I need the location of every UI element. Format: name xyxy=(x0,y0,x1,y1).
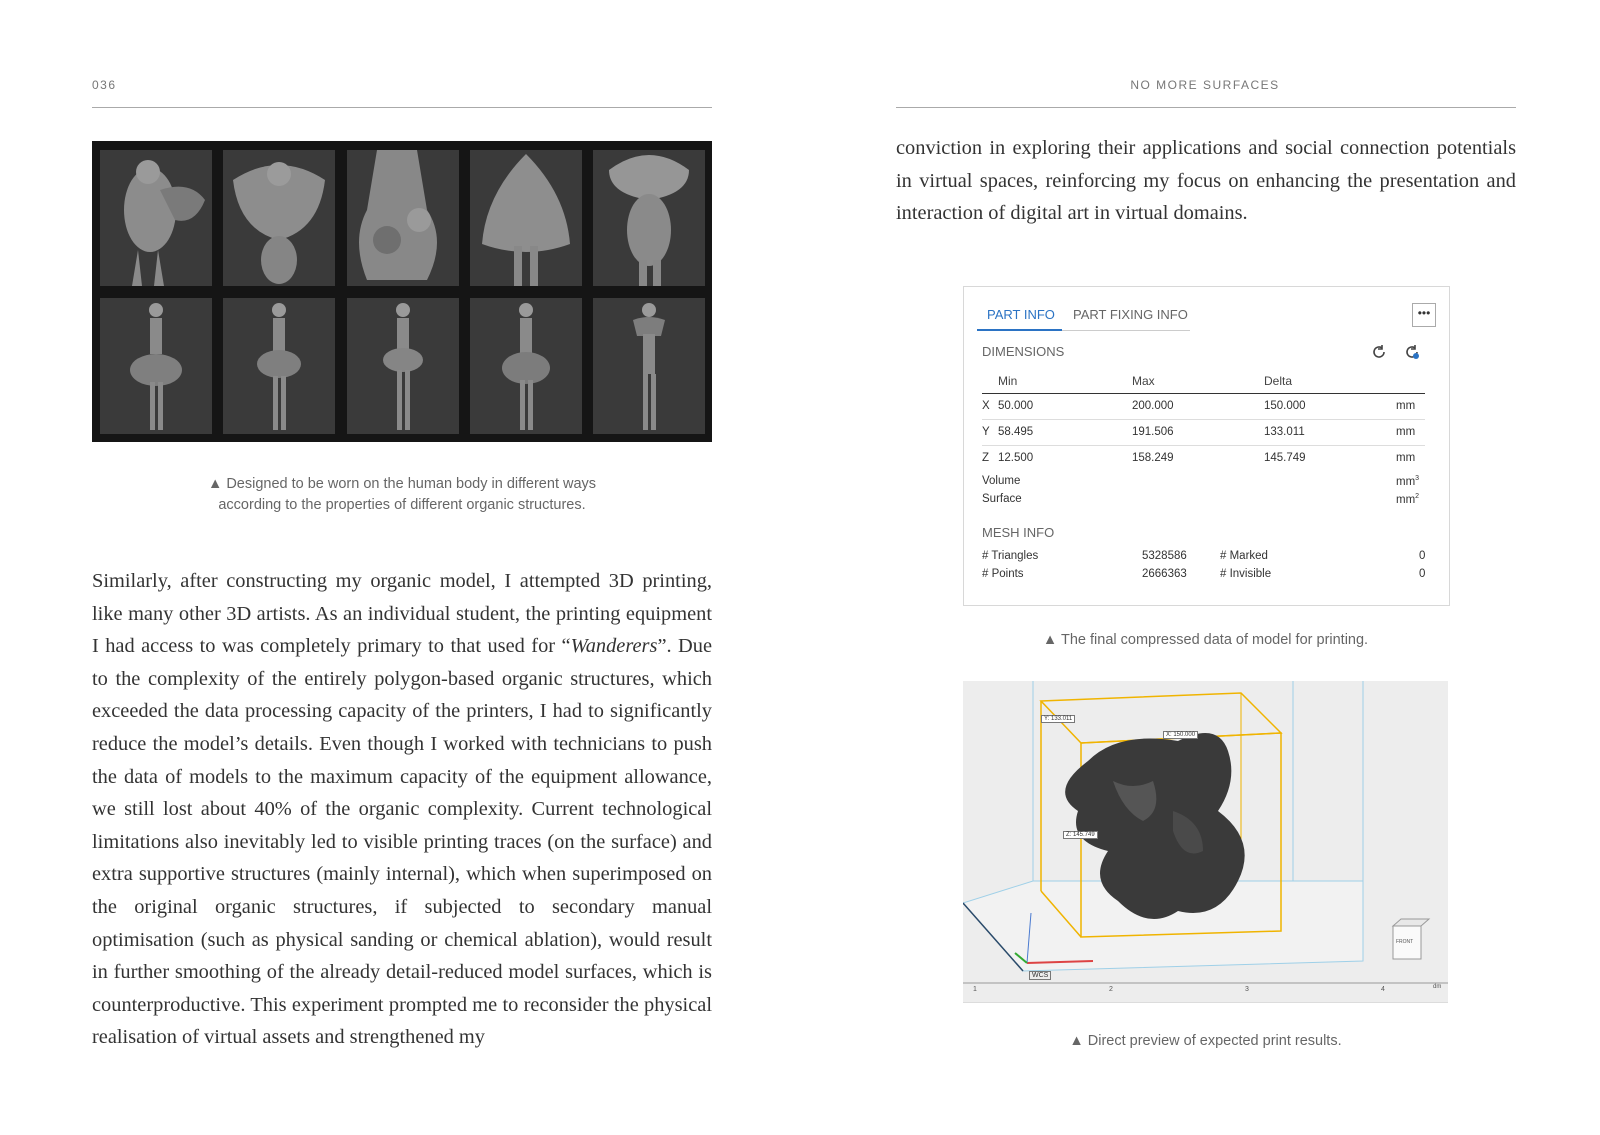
marked-label: # Marked xyxy=(1220,550,1268,562)
row-y-delta: 133.011 xyxy=(1264,426,1305,438)
surface-label: Surface xyxy=(982,493,1022,505)
render-thumbnail xyxy=(347,298,459,434)
points-value: 2666363 xyxy=(1142,568,1187,580)
triangles-label: # Triangles xyxy=(982,550,1039,562)
ruler-tick: 3 xyxy=(1245,986,1249,993)
refresh-settings-icon[interactable] xyxy=(1403,343,1421,361)
row-y-max: 191.506 xyxy=(1132,426,1174,438)
points-label: # Points xyxy=(982,568,1024,580)
invisible-value: 0 xyxy=(1419,568,1426,580)
tab-divider xyxy=(1062,330,1190,331)
dimensions-label: DIMENSIONS xyxy=(982,344,1065,359)
row-divider xyxy=(982,419,1425,420)
row-z-min: 12.500 xyxy=(998,452,1034,464)
col-delta-header: Delta xyxy=(1264,374,1293,388)
row-z-unit: mm xyxy=(1396,452,1416,464)
row-x-delta: 150.000 xyxy=(1264,400,1306,412)
triangles-value: 5328586 xyxy=(1142,550,1187,562)
wcs-label: WCS xyxy=(1029,971,1051,980)
render-thumbnail xyxy=(100,150,212,286)
refresh-icon[interactable] xyxy=(1370,343,1388,361)
ruler-tick: 1 xyxy=(973,986,977,993)
figure-caption: ▲ The final compressed data of model for printing. xyxy=(1042,632,1369,648)
part-info-panel xyxy=(963,286,1450,606)
render-thumbnail xyxy=(223,298,335,434)
running-title: NO MORE SURFACES xyxy=(1130,78,1280,92)
dimension-label-z: Z: 145.749 xyxy=(1063,831,1098,839)
render-thumbnail xyxy=(470,298,582,434)
print-preview-viewport xyxy=(963,681,1448,1003)
dimension-label-y: Y: 133.011 xyxy=(1041,715,1075,723)
row-z-axis: Z xyxy=(982,452,990,464)
header-rule-left xyxy=(92,107,712,108)
active-tab-indicator xyxy=(977,329,1062,331)
col-max-header: Max xyxy=(1132,374,1155,388)
ruler-tick: 4 xyxy=(1381,986,1385,993)
surface-unit: $mm^2$ xyxy=(1396,493,1420,506)
row-x-min: 50.000 xyxy=(998,400,1034,412)
ruler-tick: 2 xyxy=(1109,986,1113,993)
body-paragraph-right: conviction in exploring their applications and social connection potentials in virtual spaces, reinforcing my focus on enhancing the presentation and interaction of digital art in virtual domains. xyxy=(896,137,1516,225)
row-x-unit: mm xyxy=(1396,400,1416,412)
figure-caption: ▲ Designed to be worn on the human body in different ways according to the properties of different organic structures. xyxy=(207,476,597,513)
volume-unit: $mm^3$ xyxy=(1396,475,1420,488)
render-thumbnail xyxy=(347,150,459,286)
row-z-max: 158.249 xyxy=(1132,452,1174,464)
row-z-delta: 145.749 xyxy=(1264,452,1306,464)
view-cube-front-label[interactable]: FRONT xyxy=(1396,939,1414,945)
row-divider xyxy=(982,445,1425,446)
more-options-button[interactable]: ••• xyxy=(1412,303,1436,327)
header-rule-right xyxy=(896,107,1516,108)
figure-caption: ▲ Direct preview of expected print results. xyxy=(1069,1033,1342,1049)
volume-label: Volume xyxy=(982,475,1021,487)
render-thumbnail xyxy=(470,150,582,286)
page-number: 036 xyxy=(92,78,117,92)
render-thumbnail xyxy=(100,298,212,434)
model-render-grid xyxy=(92,141,712,442)
row-x-max: 200.000 xyxy=(1132,400,1174,412)
tab-part-fixing-info[interactable]: PART FIXING INFO xyxy=(1073,307,1188,322)
render-thumbnail xyxy=(593,150,705,286)
dimension-label-x: X: 150.000 xyxy=(1163,731,1198,739)
render-thumbnail xyxy=(223,150,335,286)
render-thumbnail xyxy=(593,298,705,434)
marked-value: 0 xyxy=(1419,550,1426,562)
row-y-axis: Y xyxy=(982,426,990,438)
invisible-label: # Invisible xyxy=(1220,568,1272,580)
mesh-info-label: MESH INFO xyxy=(982,525,1055,540)
row-y-min: 58.495 xyxy=(998,426,1034,438)
row-x-axis: X xyxy=(982,400,990,412)
row-y-unit: mm xyxy=(1396,426,1416,438)
ruler-unit: dm xyxy=(1433,984,1442,990)
body-paragraph-left: Similarly, after constructing my organic model, I attempted 3D printing, like many other 3D artists. As an individual student, the printing equipment I had access to was completely primary to that used for “Wanderers”. Due to the complexity of the entirely polygon-based organic structures, which exceeded the data processing capacity of the printers, I had to significantly reduce the model’s details. Even though I worked with technicians to push the data of models to the maximum capacity of the equipment allowance, we still lost about 40% of the organic complexity. Current technological limitations also inevitably led to visible printing traces (on the surface) and extra supportive structures (mainly internal), which when superimposed on the original organic structures, if subjected to secondary manual optimisation (such as physical sanding or chemical ablation), would result in further smoothing of the already detail-reduced model surfaces, which is counterproductive. This experiment prompted me to reconsider the physical realisation of virtual assets and strengthened my xyxy=(92,570,713,1049)
header-divider xyxy=(982,393,1425,394)
tab-part-info[interactable]: PART INFO xyxy=(987,307,1055,322)
col-min-header: Min xyxy=(998,374,1018,388)
